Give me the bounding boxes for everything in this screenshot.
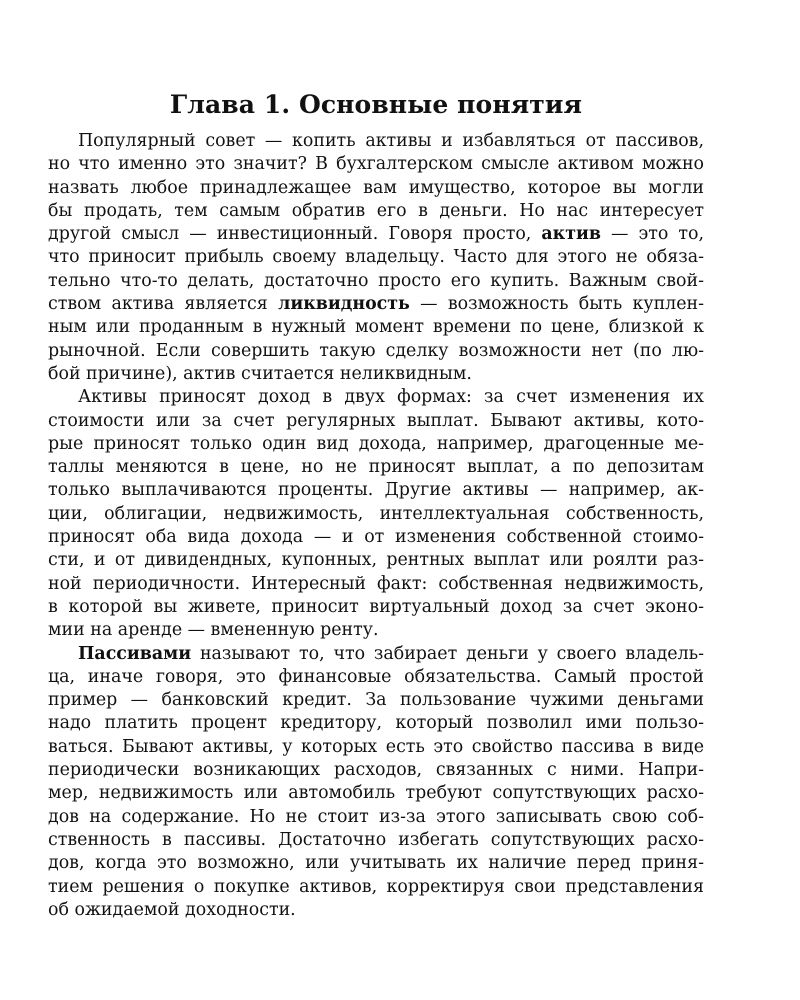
chapter-title: Глава 1. Основные понятия [169, 90, 583, 119]
text-run: дов на содержание. Но не стоит из-за этого записывать свою соб- [48, 806, 704, 827]
text-run: периодически возникающих расходов, связанных с ними. Напри- [48, 760, 704, 781]
text-line [48, 433, 704, 456]
text-run: ваться. Бывают активы, у которых есть это свойство пассива в виде [48, 736, 704, 757]
text-line [48, 782, 704, 805]
text-line [48, 526, 704, 549]
text-run: Активы приносят доход в двух формах: за счет изменения их [78, 387, 704, 408]
text-line [48, 270, 704, 293]
text-run: стоимости или за счет регулярных выплат. Бывают активы, кото- [48, 410, 704, 431]
body-text [48, 130, 704, 922]
text-run: но что именно это значит? В бухгалтерском смысле активом можно [48, 154, 704, 175]
text-run: ной периодичности. Интересный факт: собственная недвижимость, [48, 573, 704, 594]
bold-term: Пассивами [78, 643, 192, 664]
text-line [48, 153, 704, 176]
paragraph [48, 643, 704, 923]
text-line [48, 899, 704, 922]
text-run: ца, иначе говоря, это финансовые обязательства. Самый простой [48, 666, 704, 687]
text-line [48, 596, 704, 619]
text-run: об ожидаемой доходности. [48, 899, 296, 920]
text-line [48, 200, 704, 223]
bold-term: актив [541, 224, 601, 245]
text-run: рыночной. Если совершить такую сделку возможности нет (по лю- [48, 340, 704, 361]
text-line [48, 759, 704, 782]
text-run: ственность в пассивы. Достаточно избегать сопутствующих расхо- [48, 829, 704, 850]
text-line [48, 806, 704, 829]
text-run: пример — банковский кредит. За пользование чужими деньгами [48, 690, 704, 711]
text-line [48, 643, 704, 666]
text-run: в которой вы живете, приносит виртуальный доход за счет эконо- [48, 596, 704, 617]
paragraph [48, 130, 704, 386]
text-line [48, 386, 704, 409]
text-line [48, 479, 704, 502]
text-run: дов, когда это возможно, или учитывать их наличие перед приня- [48, 853, 704, 874]
text-run: что приносит прибыль своему владельцу. Часто для этого не обяза- [48, 247, 704, 268]
text-line [48, 503, 704, 526]
text-line [48, 456, 704, 479]
text-line [48, 736, 704, 759]
text-line [48, 316, 704, 339]
text-line [48, 130, 704, 153]
text-line [48, 689, 704, 712]
text-run: надо платить процент кредитору, который позволил ими пользо- [48, 713, 704, 734]
paragraph [48, 386, 704, 642]
text-run: — возможность быть куплен- [409, 294, 704, 315]
bold-term: ликвидность [278, 294, 410, 315]
text-line [48, 712, 704, 735]
text-run: сти, и от дивидендных, купонных, рентных выплат или роялти раз- [48, 550, 704, 571]
text-run: ством актива является [48, 294, 279, 315]
text-run: бы продать, тем самым обратив его в деньги. Но нас интересует [48, 200, 704, 221]
text-run: Популярный совет — копить активы и избавляться от пассивов, [78, 131, 704, 151]
text-run: мии на аренде — вмененную ренту. [48, 620, 379, 641]
text-run: бой причине), актив считается неликвидным. [48, 363, 472, 384]
text-line [48, 573, 704, 596]
text-line [48, 340, 704, 363]
text-line [48, 410, 704, 433]
text-line [48, 549, 704, 572]
text-run: приносят оба вида дохода — и от изменения собственной стоимо- [48, 527, 704, 548]
text-run: другой смысл — инвестиционный. Говоря просто, [48, 224, 542, 245]
text-run: тельно что-то делать, достаточно просто его купить. Важным свой- [48, 270, 704, 291]
text-line [48, 852, 704, 875]
text-line [48, 619, 704, 642]
text-line [48, 829, 704, 852]
text-line [48, 293, 704, 316]
text-run: называют то, что забирает деньги у своего владель- [191, 643, 704, 664]
text-run: ным или проданным в нужный момент времени по цене, близкой к [48, 317, 704, 338]
text-line [48, 223, 704, 246]
text-run: тием решения о покупке активов, корректируя свои представления [48, 876, 704, 897]
book-page [48, 88, 704, 922]
text-line [48, 876, 704, 899]
text-run: мер, недвижимость или автомобиль требуют сопутствующих расхо- [48, 783, 704, 804]
text-line [48, 363, 704, 386]
text-line [48, 177, 704, 200]
text-run: таллы меняются в цене, но не приносят выплат, а по депозитам [48, 457, 704, 478]
text-run: ции, облигации, недвижимость, интеллектуальная собственность, [48, 503, 704, 524]
text-line [48, 246, 704, 269]
text-run: рые приносят только один вид дохода, например, драгоценные ме- [48, 433, 704, 454]
text-run: назвать любое принадлежащее вам имущество, которое вы могли [48, 177, 704, 198]
text-run: только выплачиваются проценты. Другие активы — например, ак- [48, 480, 704, 501]
text-line [48, 666, 704, 689]
text-run: — это то, [600, 224, 704, 245]
